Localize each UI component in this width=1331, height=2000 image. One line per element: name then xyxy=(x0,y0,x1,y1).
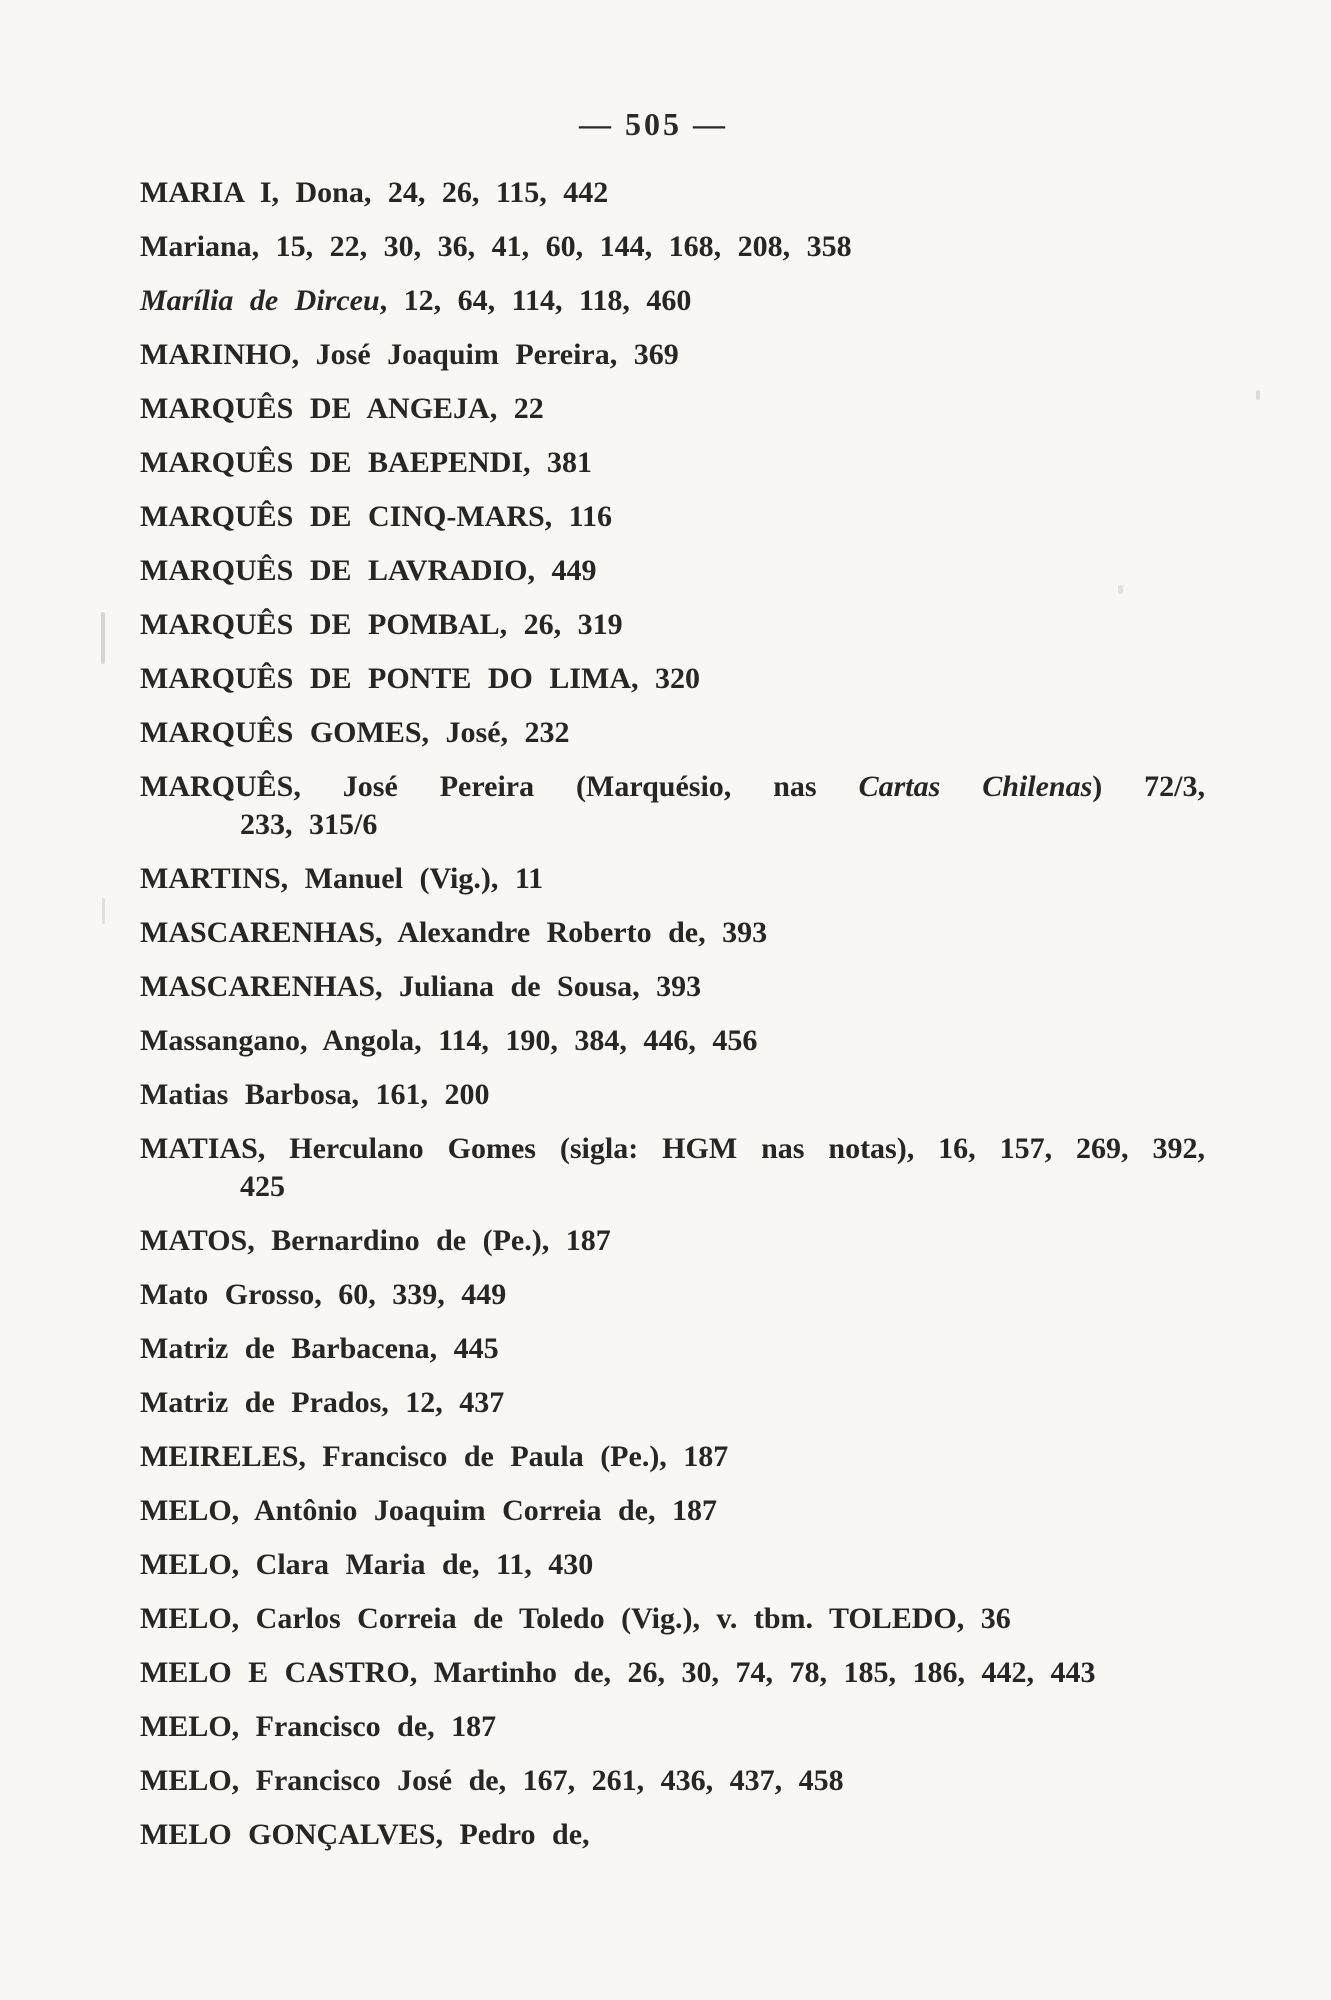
entry-line xyxy=(140,768,1205,806)
entry-work-title-italic: Cartas Chilenas xyxy=(858,770,1093,803)
index-entry: MELO, Francisco de, 187 xyxy=(140,1710,497,1743)
index-entry: MARQUÊS DE BAEPENDI, 381 xyxy=(140,446,593,479)
index-entry: MARTINS, Manuel (Vig.), 11 xyxy=(140,862,544,895)
scan-artifact xyxy=(1256,390,1260,400)
entry-pages: ) 72/3, xyxy=(1092,770,1206,803)
scan-artifact xyxy=(1118,585,1123,594)
entry-text: MARQUÊS, José Pereira (Marquésio, nas xyxy=(140,770,859,803)
index-entry: Mato Grosso, 60, 339, 449 xyxy=(140,1278,507,1311)
index-entry: MARQUÊS DE PONTE DO LIMA, 320 xyxy=(140,662,701,695)
index-entry: MARIA I, Dona, 24, 26, 115, 442 xyxy=(140,176,609,209)
index-entry: MARINHO, José Joaquim Pereira, 369 xyxy=(140,338,679,371)
index-entry: Mariana, 15, 22, 30, 36, 41, 60, 144, 168, 208, 358 xyxy=(140,230,852,263)
index-entry: MELO, Carlos Correia de Toledo (Vig.), v. tbm. TOLEDO, 36 xyxy=(140,1602,1011,1635)
index-entry: MARQUÊS DE LAVRADIO, 449 xyxy=(140,554,597,587)
index-entry: MEIRELES, Francisco de Paula (Pe.), 187 xyxy=(140,1440,729,1473)
index-entry: MELO, Clara Maria de, 11, 430 xyxy=(140,1548,594,1581)
index-entry: Matriz de Barbacena, 445 xyxy=(140,1332,499,1365)
index-entry: MELO GONÇALVES, Pedro de, xyxy=(140,1818,590,1851)
index-entry: MARQUÊS DE POMBAL, 26, 319 xyxy=(140,608,623,641)
index-list xyxy=(140,174,1205,1870)
index-entry xyxy=(140,768,1205,844)
index-entry: MASCARENHAS, Alexandre Roberto de, 393 xyxy=(140,916,768,949)
entry-line: MATIAS, Herculano Gomes (sigla: HGM nas notas), 16, 157, 269, 392, xyxy=(140,1132,1205,1165)
index-entry: MARQUÊS DE CINQ-MARS, 116 xyxy=(140,500,613,533)
index-entry: Matriz de Prados, 12, 437 xyxy=(140,1386,505,1419)
index-entry: MARQUÊS GOMES, José, 232 xyxy=(140,716,570,749)
index-entry: MATOS, Bernardino de (Pe.), 187 xyxy=(140,1224,611,1257)
index-entry: MELO, Antônio Joaquim Correia de, 187 xyxy=(140,1494,717,1527)
scan-artifact xyxy=(101,612,105,664)
entry-continuation-line: 233, 315/6 xyxy=(240,808,378,841)
index-entry: MELO E CASTRO, Martinho de, 26, 30, 74, 78, 185, 186, 442, 443 xyxy=(140,1656,1096,1689)
index-entry: Massangano, Angola, 114, 190, 384, 446, 456 xyxy=(140,1024,758,1057)
index-entry: MARQUÊS DE ANGEJA, 22 xyxy=(140,392,544,425)
index-entry xyxy=(140,282,1205,320)
entry-title-italic: Marília de Dirceu xyxy=(140,284,380,317)
index-entry: Matias Barbosa, 161, 200 xyxy=(140,1078,490,1111)
scan-artifact xyxy=(102,898,105,924)
index-entry xyxy=(140,1130,1205,1206)
index-entry: MELO, Francisco José de, 167, 261, 436, 437, 458 xyxy=(140,1764,844,1797)
entry-pages: , 12, 64, 114, 118, 460 xyxy=(379,284,692,317)
entry-continuation-line: 425 xyxy=(240,1170,285,1203)
page-number: — 505 — xyxy=(579,106,728,142)
index-entry: MASCARENHAS, Juliana de Sousa, 393 xyxy=(140,970,702,1003)
